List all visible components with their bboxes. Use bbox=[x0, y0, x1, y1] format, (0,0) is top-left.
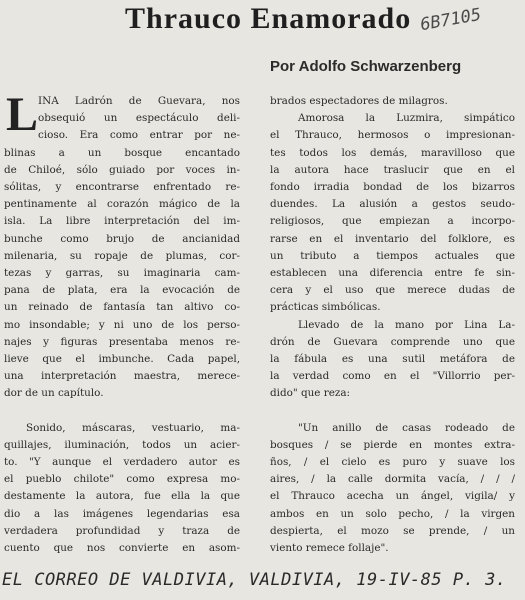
paragraph-gap bbox=[4, 403, 240, 420]
text-line: la autora hace traslucir que en el bbox=[270, 163, 515, 176]
article-title: Thrauco Enamorado bbox=[125, 2, 412, 35]
poem-line: bosques / se pierde en montes extra- bbox=[270, 438, 515, 451]
right-column bbox=[270, 93, 515, 557]
text-line: to. "Y aunque el verdadero autor es bbox=[4, 456, 240, 469]
text-line: la fábula es una sutil metáfora de bbox=[270, 353, 515, 366]
text-line: cuento que nos convierte en asom- bbox=[4, 542, 240, 555]
text-line: milenaria, su ropaje de plumas, cor- bbox=[4, 249, 240, 262]
text-line: dor de un capítulo. bbox=[4, 387, 104, 400]
text-line: drón de Guevara comprende uno que bbox=[270, 335, 515, 348]
text-line: mo insondable; y ni uno de los perso- bbox=[4, 318, 240, 331]
text-line: el Thrauco, hermosos o impresionan- bbox=[270, 129, 515, 142]
text-line: Amorosa la Luzmira, simpático bbox=[298, 112, 515, 125]
poem-line: el Thrauco acecha un ángel, vigila/ y bbox=[270, 490, 515, 503]
text-line: prácticas simbólicas. bbox=[270, 301, 381, 314]
text-line: dio a las imágenes legendarias esa bbox=[4, 507, 240, 520]
text-line: destamente la autora, fue ella la que bbox=[4, 490, 240, 503]
text-line: rarse en el inventario del folklore, es bbox=[270, 232, 515, 245]
poem-line: "Un anillo de casas rodeado de bbox=[298, 421, 515, 434]
text-line: Llevado de la mano por Lina La- bbox=[298, 318, 515, 331]
text-line: dido" que reza: bbox=[270, 387, 351, 400]
text-line: bunche como brujo de ancianidad bbox=[4, 232, 240, 245]
text-line: INA Ladrón de Guevara, nos bbox=[38, 95, 240, 107]
poem-line: aires, / la calle dormita vacía, / / / bbox=[270, 473, 515, 486]
text-line: pentinamente al corazón mágico de la bbox=[4, 198, 240, 211]
source-citation: EL CORREO DE VALDIVIA, VALDIVIA, 19-IV-85 P. 3. bbox=[2, 570, 507, 590]
poem-line: ambos en un solo pecho, / la virgen bbox=[270, 507, 515, 520]
text-line: quillajes, iluminación, todos un acier- bbox=[4, 438, 240, 451]
text-line: un reinado de fantasía tan altivo co- bbox=[4, 301, 240, 314]
text-line: isla. La libre interpretación del im- bbox=[4, 215, 240, 228]
text-line: sólitas, y encontrarse enfrentado re- bbox=[4, 181, 240, 194]
handwritten-catalog-note: 6B7105 bbox=[418, 4, 483, 36]
text-line: fondo irradia bondad de los bizarros bbox=[270, 181, 515, 194]
text-line: lieve que el imbunche. Cada papel, bbox=[4, 353, 240, 366]
text-line: religiosos, que empiezan a incorpo- bbox=[270, 215, 515, 228]
text-line: establecen una diferencia entre fe sin- bbox=[270, 267, 515, 280]
text-line: un tributo a tiempos actuales que bbox=[270, 249, 515, 262]
text-line: de Chiloé, sólo guiado por voces in- bbox=[4, 163, 240, 176]
text-line: cioso. Era como entrar por ne- bbox=[38, 129, 240, 142]
text-line: verdadera profundidad y traza de bbox=[4, 524, 240, 537]
text-line: najes y figuras presentaba menos re- bbox=[4, 335, 240, 348]
text-line: blinas a un bosque encantado bbox=[4, 146, 240, 159]
text-line: tes todos los demás, maravilloso que bbox=[270, 146, 515, 159]
text-line: una interpretación maestra, merece- bbox=[4, 370, 240, 383]
paragraph-gap bbox=[270, 403, 515, 420]
text-line: brados espectadores de milagros. bbox=[270, 95, 448, 107]
text-line: la verdad como en el "Villorrio per- bbox=[270, 370, 515, 383]
text-line: duendes. La alusión a gestos seudo- bbox=[270, 198, 515, 211]
text-line: cera y el uso que merece dudas de bbox=[270, 284, 515, 297]
article-byline: Por Adolfo Schwarzenberg bbox=[270, 58, 462, 75]
text-line: el pueblo chilote" como expresa mo- bbox=[4, 473, 240, 486]
poem-line: despierta, el mozo se prende, / un bbox=[270, 524, 515, 537]
poem-line: viento remece follaje". bbox=[270, 542, 389, 555]
text-line: tezas y garras, su imaginaria cam- bbox=[4, 267, 240, 280]
left-column bbox=[4, 88, 240, 557]
text-line: Sonido, máscaras, vestuario, ma- bbox=[26, 421, 240, 434]
text-line: obsequió un espectáculo deli- bbox=[38, 112, 240, 125]
poem-line: ños, / el cielo es puro y suave los bbox=[270, 456, 515, 469]
drop-cap: L bbox=[6, 88, 39, 141]
text-line: pana de plata, era la evocación de bbox=[4, 284, 240, 297]
